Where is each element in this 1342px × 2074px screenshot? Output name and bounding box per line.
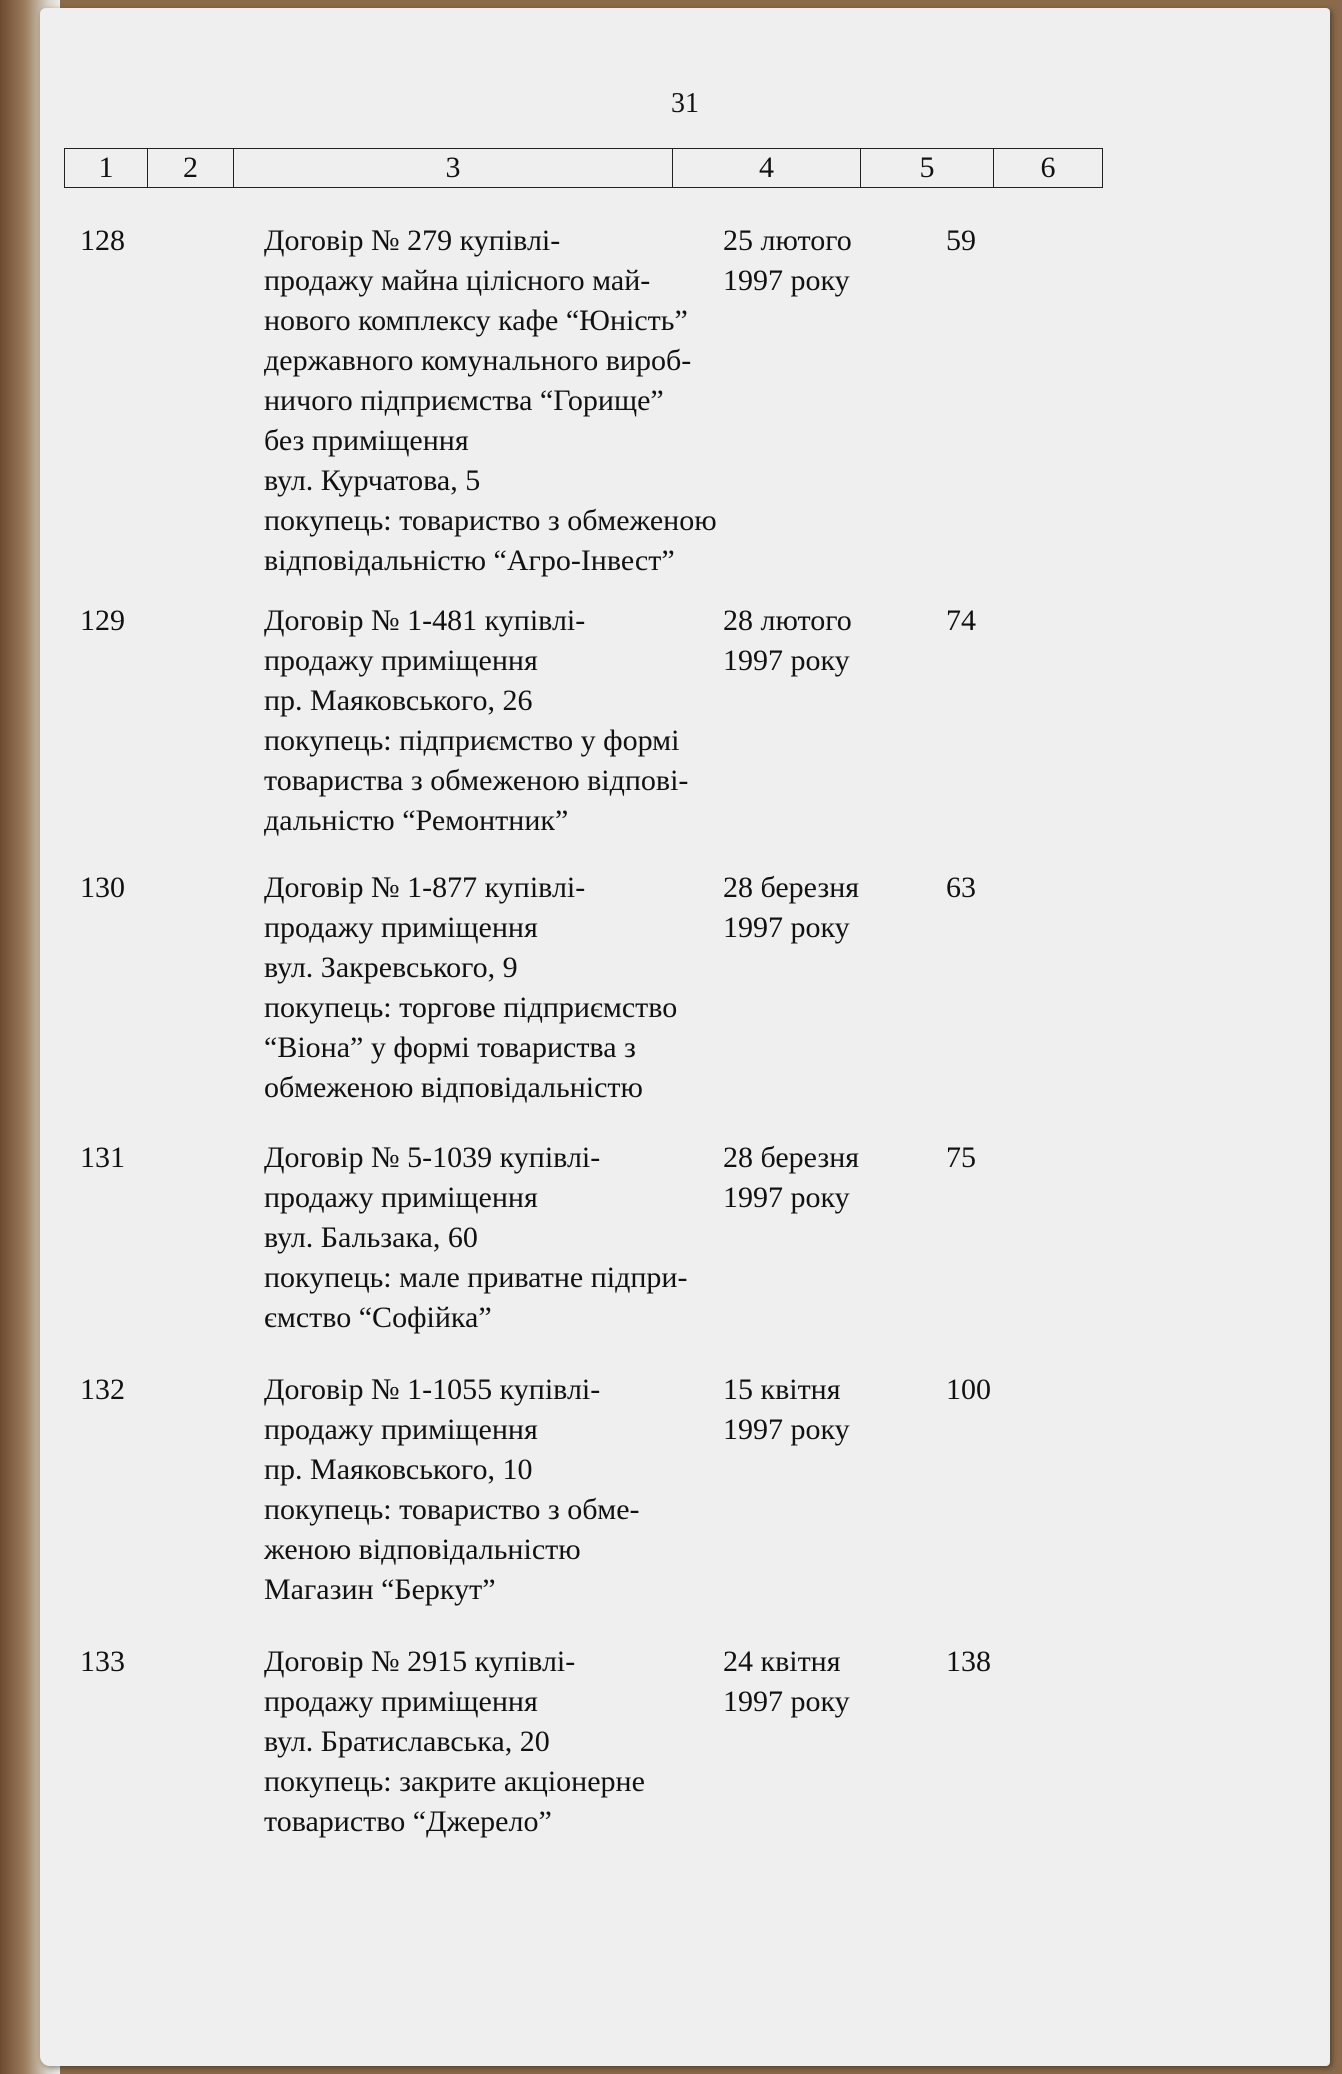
description-line: ничого підприємства “Горище” bbox=[264, 384, 664, 417]
row-date bbox=[723, 1642, 903, 1722]
date-year: 1997 року bbox=[723, 911, 850, 944]
header-col-2: 2 bbox=[148, 149, 234, 187]
table-header bbox=[64, 148, 1103, 188]
row-description bbox=[264, 1642, 764, 1842]
description-line: відповідальністю “Агро-Інвест” bbox=[264, 544, 675, 577]
description-line: пр. Маяковського, 10 bbox=[264, 1453, 533, 1486]
row-date bbox=[723, 868, 903, 948]
description-line: женою відповідальністю bbox=[264, 1533, 581, 1566]
header-col-1: 1 bbox=[65, 149, 148, 187]
header-col-3: 3 bbox=[234, 149, 673, 187]
description-line: продажу приміщення bbox=[264, 1181, 538, 1214]
date-year: 1997 року bbox=[723, 644, 850, 677]
date-day: 28 лютого bbox=[723, 604, 852, 637]
description-line: покупець: закрите акціонерне bbox=[264, 1765, 645, 1798]
header-col-4: 4 bbox=[673, 149, 861, 187]
description-line: покупець: мале приватне підпри- bbox=[264, 1261, 688, 1294]
description-line: вул. Бальзака, 60 bbox=[264, 1221, 478, 1254]
document-page bbox=[40, 8, 1330, 2066]
description-line: товариство “Джерело” bbox=[264, 1805, 552, 1838]
page-number: 31 bbox=[671, 88, 699, 119]
description-line: Договір № 5-1039 купівлі- bbox=[264, 1141, 601, 1174]
description-line: державного комунального вироб- bbox=[264, 344, 692, 377]
description-line: Магазин “Беркут” bbox=[264, 1573, 496, 1606]
description-line: продажу приміщення bbox=[264, 911, 538, 944]
row-value: 59 bbox=[946, 224, 976, 257]
description-line: покупець: товариство з обмеженою bbox=[264, 504, 717, 537]
row-date bbox=[723, 1138, 903, 1218]
row-description bbox=[264, 601, 764, 841]
description-line: вул. Курчатова, 5 bbox=[264, 464, 481, 497]
row-number: 131 bbox=[80, 1141, 125, 1174]
description-line: без приміщення bbox=[264, 424, 469, 457]
date-year: 1997 року bbox=[723, 264, 850, 297]
date-day: 24 квітня bbox=[723, 1645, 841, 1678]
description-line: покупець: товариство з обме- bbox=[264, 1493, 640, 1526]
date-year: 1997 року bbox=[723, 1181, 850, 1214]
row-value: 74 bbox=[946, 604, 976, 637]
row-description bbox=[264, 221, 764, 581]
row-value: 75 bbox=[946, 1141, 976, 1174]
row-description bbox=[264, 1370, 764, 1610]
description-line: продажу приміщення bbox=[264, 1685, 538, 1718]
row-description bbox=[264, 868, 764, 1108]
row-date bbox=[723, 1370, 903, 1450]
description-line: Договір № 1-481 купівлі- bbox=[264, 604, 586, 637]
description-line: покупець: торгове підприємство bbox=[264, 991, 678, 1024]
description-line: товариства з обмеженою відпові- bbox=[264, 764, 689, 797]
row-number: 133 bbox=[80, 1645, 125, 1678]
header-col-5: 5 bbox=[861, 149, 994, 187]
description-line: дальністю “Ремонтник” bbox=[264, 804, 569, 837]
row-value: 63 bbox=[946, 871, 976, 904]
description-line: “Віона” у формі товариства з bbox=[264, 1031, 636, 1064]
description-line: продажу приміщення bbox=[264, 1413, 538, 1446]
row-description bbox=[264, 1138, 764, 1338]
description-line: Договір № 1-877 купівлі- bbox=[264, 871, 586, 904]
description-line: Договір № 2915 купівлі- bbox=[264, 1645, 576, 1678]
description-line: продажу приміщення bbox=[264, 644, 538, 677]
description-line: Договір № 279 купівлі- bbox=[264, 224, 561, 257]
description-line: продажу майна цілісного май- bbox=[264, 264, 651, 297]
description-line: нового комплексу кафе “Юність” bbox=[264, 304, 688, 337]
date-day: 25 лютого bbox=[723, 224, 852, 257]
description-line: ємство “Софійка” bbox=[264, 1301, 492, 1334]
description-line: вул. Братиславська, 20 bbox=[264, 1725, 550, 1758]
row-date bbox=[723, 601, 903, 681]
description-line: пр. Маяковського, 26 bbox=[264, 684, 533, 717]
date-day: 28 березня bbox=[723, 871, 860, 904]
date-year: 1997 року bbox=[723, 1413, 850, 1446]
header-col-6: 6 bbox=[1040, 151, 1056, 184]
date-year: 1997 року bbox=[723, 1685, 850, 1718]
row-number: 128 bbox=[80, 224, 125, 257]
description-line: покупець: підприємство у формі bbox=[264, 724, 680, 757]
description-line: Договір № 1-1055 купівлі- bbox=[264, 1373, 601, 1406]
description-line: обмеженою відповідальністю bbox=[264, 1071, 643, 1104]
row-date bbox=[723, 221, 903, 301]
description-line: вул. Закревського, 9 bbox=[264, 951, 518, 984]
row-value: 100 bbox=[946, 1373, 991, 1406]
date-day: 15 квітня bbox=[723, 1373, 841, 1406]
row-value: 138 bbox=[946, 1645, 991, 1678]
date-day: 28 березня bbox=[723, 1141, 860, 1174]
row-number: 132 bbox=[80, 1373, 125, 1406]
row-number: 130 bbox=[80, 871, 125, 904]
row-number: 129 bbox=[80, 604, 125, 637]
